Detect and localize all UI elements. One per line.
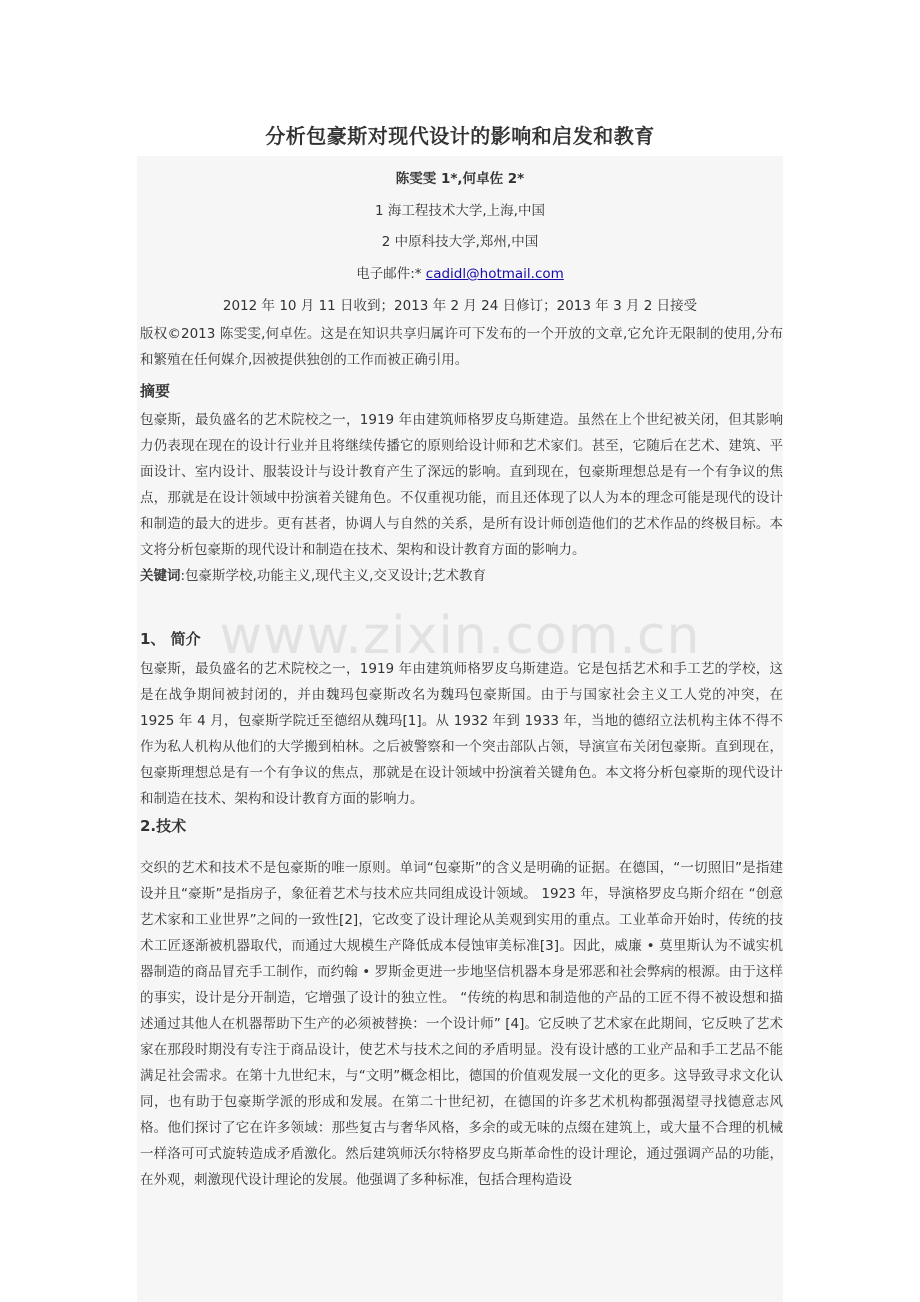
keywords-label: 关键词	[140, 568, 181, 584]
copyright-notice: 版权©2013 陈雯雯,何卓佐。这是在知识共享归属许可下发布的一个开放的文章,它允许无限制的使用,分布和繁殖在任何媒介,因被提供独创的工作而被正确引用。	[140, 326, 783, 368]
section-2-heading: 2.技术	[140, 817, 187, 835]
section-2-text: 交织的艺术和技术不是包豪斯的唯一原则。单词“包豪斯”的含义是明确的证据。在德国，“一切照旧”是指建设并且“豪斯”是指房子，象征着艺术与技术应共同组成设计领域。 1923 年，导演格罗皮乌斯介绍在 “创意艺术家和工业世界”之间的一致性[2]，它改变了设计理论从美观到实用的重点。工业革命开始时，传统的技术工匠逐渐被机器取代，而通过大规模生产降低成本侵蚀审美标准[3]。因此，威廉 • 莫里斯认为不诚实机器制造的商品冒充手工制作，而约翰 • 罗斯金更进一步地坚信机器本身是邪恶和社会弊病的根源。由于这样的事实，设计是分开制造，它增强了设计的独立性。 “传统的构思和制造他的产品的工匠不得不被设想和描述通过其他人在机器帮助下生产的必须被替换：一个设计师” [4]。它反映了艺术家在此期间，它反映了艺术家在那段时期没有专注于商品设计，使艺术与技术之间的矛盾明显。没有设计感的工业产品和手工艺品不能满足社会需求。在第十九世纪末，与“文明”概念相比，德国的价值观发展一文化的更多。这导致寻求文化认同，也有助于包豪斯学派的形成和发展。在第二十世纪初，在德国的许多艺术机构都强渴望寻找德意志风格。他们探讨了它在许多领域：那些复古与奢华风格，多余的或无味的点缀在建筑上，或大量不合理的机械一样洛可可式旋转造成矛盾激化。然后建筑师沃尔特格罗皮乌斯革命性的设计理论，通过强调产品的功能，在外观，刺激现代设计理论的发展。他强调了多种标准，包括合理构造设	[140, 860, 783, 1188]
received-dates: 2012 年 10 月 11 日收到；2013 年 2 月 24 日修订；2013 年 3 月 2 日接受	[222, 298, 698, 314]
affiliation-1: 1 海工程技术大学,上海,中国	[375, 203, 545, 219]
email-line	[137, 262, 783, 282]
keywords-list: :包豪斯学校,功能主义,现代主义,交叉设计;艺术教育	[180, 568, 486, 584]
section-1-heading: 1、 简介	[140, 630, 201, 648]
email-link[interactable]: cadidl@hotmail.com	[425, 266, 564, 282]
abstract-heading: 摘要	[140, 382, 171, 400]
affiliation-2: 2 中原科技大学,郑州,中国	[381, 234, 539, 250]
authors: 陈雯雯 1*,何卓佐 2*	[395, 171, 525, 187]
abstract-text: 包豪斯，最负盛名的艺术院校之一，1919 年由建筑师格罗皮乌斯建造。虽然在上个世纪被关闭，但其影响力仍表现在现在的设计行业并且将继续传播它的原则给设计师和艺术家们。甚至，它随后在艺术、建筑、平面设计、室内设计、服装设计与设计教育产生了深远的影响。直到现在，包豪斯理想总是有一个有争议的焦点，那就是在设计领域中扮演着关键角色。不仅重视功能，而且还体现了以人为本的理念可能是现代的设计和制造的最大的进步。更有甚者，协调人与自然的关系，是所有设计师创造他们的艺术作品的终极目标。本文将分析包豪斯的现代设计和制造在技术、架构和设计教育方面的影响力。	[140, 412, 783, 558]
email-label: 电子邮件:*	[356, 266, 426, 282]
section-1-text: 包豪斯，最负盛名的艺术院校之一，1919 年由建筑师格罗皮乌斯建造。它是包括艺术和手工艺的学校，这是在战争期间被封闭的，并由魏玛包豪斯改名为魏玛包豪斯国。由于与国家社会主义工人党的冲突，在 1925 年 4 月，包豪斯学院迁至德绍从魏玛[1]。从 1932 年到 1933 年，当地的德绍立法机构主体不得不作为私人机构从他们的大学搬到柏林。之后被警察和一个突击部队占领，导演宣布关闭包豪斯。直到现在，包豪斯理想总是有一个有争议的焦点，那就是在设计领域中扮演着关键角色。本文将分析包豪斯的现代设计和制造在技术、架构和设计教育方面的影响力。	[140, 661, 783, 807]
paper-title: 分析包豪斯对现代设计的影响和启发和教育	[265, 124, 655, 148]
watermark: www.zixin.com.cn	[219, 606, 701, 666]
keywords	[140, 563, 783, 589]
